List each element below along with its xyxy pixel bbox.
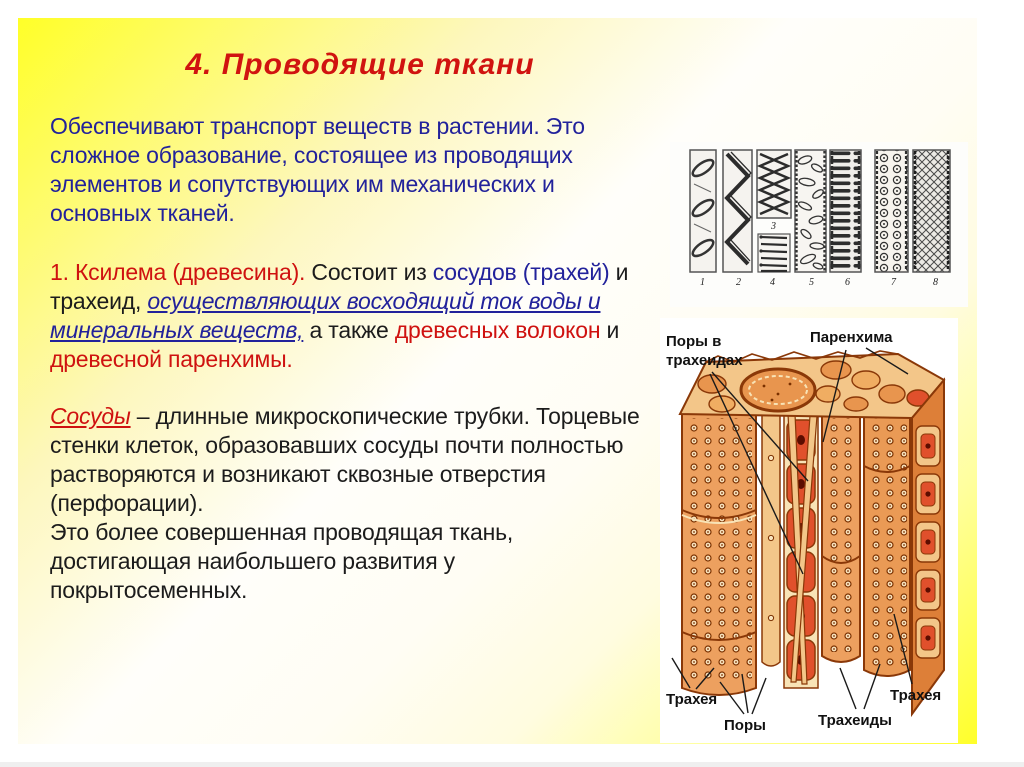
- vessel-number-5: 5: [809, 277, 814, 288]
- vessel-ring-rungs: [758, 234, 790, 272]
- vessel-pitted: [875, 150, 908, 272]
- vessel-types-drawing: [670, 142, 968, 307]
- label-trachea-left: Трахея: [666, 691, 718, 708]
- label-pores-in-tracheids: Поры в трахеидах: [666, 333, 743, 369]
- xylem-function-phrase: осуществляющих восходящий ток воды и минеральных веществ,: [50, 288, 601, 343]
- xylem-right-face: [912, 380, 944, 714]
- paragraph-xylem: [50, 258, 652, 374]
- vessel-crossed-spiral: [757, 150, 791, 232]
- vessel-spiral: [723, 150, 752, 272]
- xylem-structure-figure: [660, 318, 958, 743]
- xylem-vessels-term: сосудов (трахей): [432, 259, 610, 285]
- xylem-text-3: а также: [303, 317, 395, 343]
- label-pores: Поры: [724, 717, 766, 734]
- vessel-annular: [690, 150, 716, 272]
- vessel-number-2: 2: [736, 277, 741, 288]
- label-parenchyma: Паренхима: [810, 329, 893, 346]
- xylem-parenchyma-term: древесной паренхимы.: [50, 346, 293, 372]
- xylem-text-1: Состоит из: [305, 259, 433, 285]
- vessels-definition: – длинные микроскопические трубки. Торцевые стенки клеток, образовавших сосуды почти полностью растворяются и возникают сквозные отверстия (перфорации).: [50, 403, 640, 516]
- label-tracheids: Трахеиды: [818, 712, 892, 729]
- vessel-types-figure: [670, 142, 968, 307]
- paragraph-vessels: [50, 402, 652, 518]
- paragraph-vessels-note: Это более совершенная проводящая ткань, достигающая наибольшего развития у покрытосеменных.: [50, 519, 514, 603]
- paragraph-intro: Обеспечивают транспорт веществ в растении. Это сложное образование, состоящее из проводящих элементов и сопутствующих им механических и основных тканей.: [50, 113, 585, 226]
- xylem-text-2: и трахеид,: [50, 259, 629, 314]
- vessel-number-4: 4: [770, 277, 775, 288]
- xylem-fibers-term: древесных волокон: [394, 317, 601, 343]
- vessel-number-6: 6: [845, 277, 850, 288]
- xylem-structure-drawing: [660, 318, 958, 743]
- vessel-number-3: 3: [771, 221, 776, 232]
- vessel-number-1: 1: [700, 277, 705, 288]
- vessel-number-7: 7: [891, 277, 896, 288]
- xylem-text-4: и: [600, 317, 620, 343]
- vessels-term: Сосуды: [50, 403, 131, 429]
- vessel-number-8: 8: [933, 277, 938, 288]
- label-trachea-right: Трахея: [890, 687, 942, 704]
- bottom-strip: [0, 762, 1024, 767]
- vessel-reticulate: [795, 150, 826, 272]
- xylem-heading: 1. Ксилема (древесина).: [50, 259, 306, 285]
- vessel-dense-mesh: [913, 150, 950, 272]
- slide-title: 4. Проводящие ткани: [185, 48, 535, 81]
- vessel-scalariform: [830, 150, 861, 272]
- xylem-front-face: [682, 412, 910, 695]
